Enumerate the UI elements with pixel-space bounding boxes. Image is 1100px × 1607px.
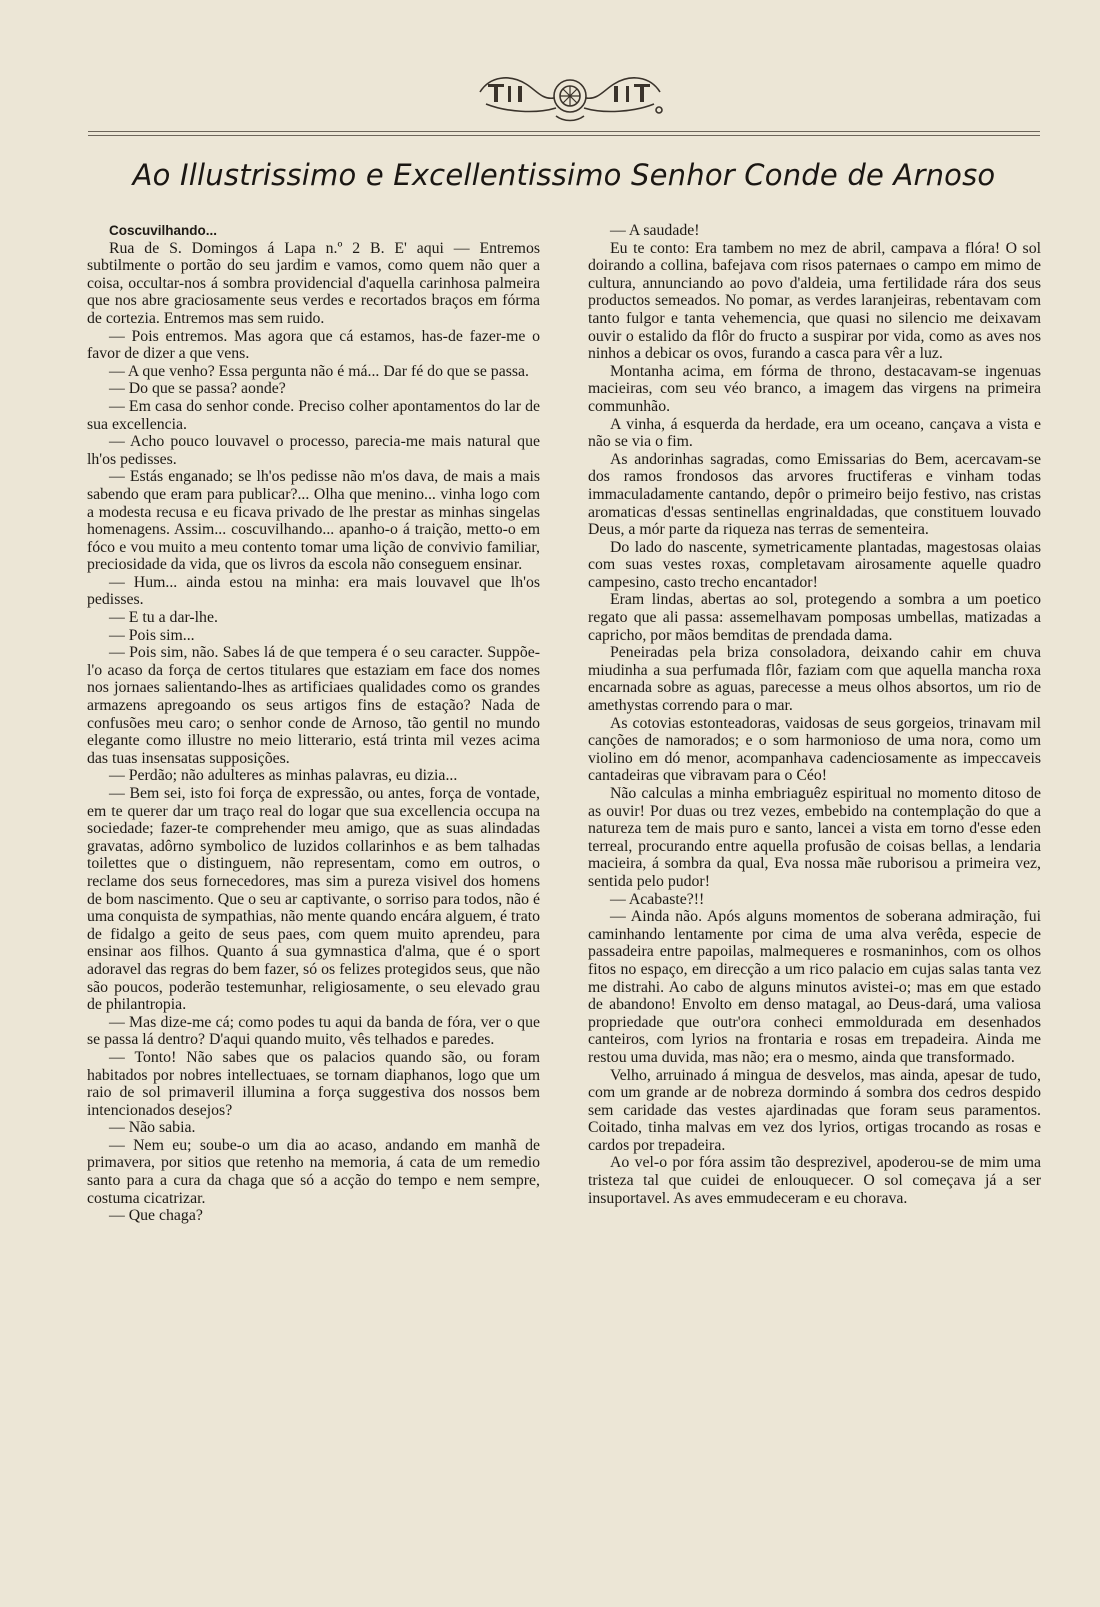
paragraph: Eram lindas, abertas ao sol, protegendo a sombra a um poetico regato que ali passa: assemelhavam pomposas umbellas, matizadas a capricho, por mãos bemditas de prendada dama. xyxy=(588,591,1041,644)
header-rule-top xyxy=(88,131,1040,132)
paragraph: Peneiradas pela briza consoladora, deixando cahir em chuva miudinha a sua perfumada flôr, faziam com que aquella mancha roxa encarnada sobre as aguas, parecesse a meus olhos absortos, um rio de amethystas correndo para o mar. xyxy=(588,644,1041,715)
paragraph: Não calculas a minha embriaguêz espiritual no momento ditoso de as ouvir! Por duas ou trez vezes, embebido na contemplação do que a natureza tem de mais puro e santo, lancei a vista em torno d'esse eden terreal, procurando entre aquella profusão de coisas bellas, a lendaria macieira, á sombra da qual, Eva nossa mãe ruborisou a primeira vez, sentida pelo pudor! xyxy=(588,785,1041,890)
paragraph: Rua de S. Domingos á Lapa n.º 2 B. E' aqui — Entremos subtilmente o portão do seu jardim e vamos, como quem não quer a coisa, occultar-nos á sombra providencial d'aquella carinhosa palmeira que nos abre graciosamente seus verdes e recortados braços em fórma de cortezia. Entremos mas sem ruido. xyxy=(87,239,540,327)
paragraph: — Estás enganado; se lh'os pedisse não m'os dava, de mais a mais sabendo que eram para publicar?... Olha que menino... vinha logo com a modesta recusa e eu ficava privado de lhe prestar as minhas singelas homenagens. Assim... coscuvilhando... apanho-o á traição, metto-o em fóco e vou muito a meu contento tomar uma lição de convivio familiar, preciosidade da vida, que os livros da escola não conseguem ensinar. xyxy=(87,468,540,574)
paragraph: — Pois entremos. Mas agora que cá estamos, has-de fazer-me o favor de dizer a que vens. xyxy=(87,327,540,363)
paragraph: Eu te conto: Era tambem no mez de abril, campava a flóra! O sol doirando a collina, bafejava com risos paternaes o campo em mimo de cultura, annunciando ao povo d'aldeia, uma fertilidade rára dos seus productos semeados. No pomar, as verdes laranjeiras, rebentavam com tanto fulgor e tanta vehemencia, que quasi no silencio me deixavam ouvir o estalido da flôr do fructo a suspirar por vida, como as aves nos ninhos a debicar os ovos, furando a casca para vêr a luz. xyxy=(588,239,1041,363)
header-rule-bottom xyxy=(88,135,1040,136)
paragraph: — Que chaga? xyxy=(109,1207,203,1225)
paragraph: — Perdão; não adulteres as minhas palavras, eu dizia... xyxy=(109,767,458,785)
paragraph: — Do que se passa? aonde? xyxy=(109,380,286,398)
paragraph: — A que venho? Essa pergunta não é má... Dar fé do que se passa. xyxy=(109,362,529,380)
section-heading: Coscuvilhando... xyxy=(109,223,218,238)
left-text-column xyxy=(87,222,540,1225)
paragraph: — Acabaste?!! xyxy=(610,890,705,908)
paragraph: Velho, arruinado á mingua de desvelos, mas ainda, apesar de tudo, com um grande ar de nobreza dormindo á sombra dos cedros despido sem caridade das vestes ajardinadas que foram seus paramentos. Coitado, tinha malvas em vez dos lyrios, ortigas trocando as rosas e cardos por trepadeira. xyxy=(588,1066,1041,1154)
paragraph: — Acho pouco louvavel o processo, parecia-me mais natural que lh'os pedisses. xyxy=(87,433,540,468)
paragraph: — Pois sim, não. Sabes lá de que tempera é o seu caracter. Suppõe-l'o acaso da força de certos titulares que estaziam em face dos nomes nos jornaes salientando-lhes as artificiaes qualidades como os grandes armazens apregoando os seus artigos fins de estação? Nada de confusões meu caro; o senhor conde de Arnoso, tão gentil no mundo elegante como illustre no meio litterario, está trinta mil vezes acima das tuas insensatas supposições. xyxy=(87,644,540,767)
paragraph: Do lado do nascente, symetricamente plantadas, magestosas olaias com suas vestes roxas, completavam airosamente aquelle quadro campesino, casto trecho encantador! xyxy=(588,538,1041,591)
ornamental-masthead-emblem xyxy=(476,70,664,122)
paragraph: Ao vel-o por fóra assim tão desprezivel, apoderou-se de mim uma tristeza tal que cuidei de enlouquecer. O sol começava já a ser insuportavel. As aves emmudeceram e eu chorava. xyxy=(588,1154,1041,1207)
paragraph: — Mas dize-me cá; como podes tu aqui da banda de fóra, ver o que se passa lá dentro? D'aqui quando muito, vês telhados e paredes. xyxy=(87,1013,540,1049)
paragraph: — Nem eu; soube-o um dia ao acaso, andando em manhã de primavera, por sitios que retenho na memoria, á cata de um remedio santo para a cura da chaga que só a acção do tempo e nem sempre, costuma cicatrizar. xyxy=(87,1136,540,1207)
paragraph: A vinha, á esquerda da herdade, era um oceano, cançava a vista e não se via o fim. xyxy=(588,415,1041,451)
article-headline: Ao Illustrissimo e Excellentissimo Senhor Conde de Arnoso xyxy=(132,158,996,192)
paragraph: Montanha acima, em fórma de throno, destacavam-se ingenuas macieiras, com seu véo branco, a imagem das virgens na primeira communhão. xyxy=(588,362,1041,415)
right-text-column xyxy=(588,222,1041,1207)
paragraph: — Bem sei, isto foi força de expressão, ou antes, força de vontade, em te querer dar um traço real do logar que sua excellencia occupa na sociedade; fazer-te comprehender meu amigo, que as suas alindadas gravatas, adôrno symbolico de luzidos collarinhos e as bem talhadas toilettes que o distinguem, não representam, como em outros, o reclame dos seus fornecedores, mas sim a pureza visivel dos homens de bom nascimento. Que o seu ar captivante, o sorriso para todos, não é uma conquista de sympathias, não mente quando encára alguem, é trato de fidalgo a geito de seus paes, com quem muito aprendeu, para ensinar aos filhos. Quanto á sua gymnastica d'alma, que é o sport adoravel das regras do bem fazer, só os felizes protegidos seus, que não são poucos, poderão testemunhar, religiosamente, o seu elevado grau de philantropia. xyxy=(87,785,540,1014)
paragraph: — Ainda não. Após alguns momentos de soberana admiração, fui caminhando lentamente por cima de uma alva verêda, especie de passadeira entre papoilas, malmequeres e rosmaninhos, com os olhos fitos no espaço, em direcção a um rico palacio em cujas salas tanta vez me distrahi. Ao cabo de alguns minutos avistei-o; mas em que estado de abandono! Envolto em denso matagal, ao Deus-dará, uma valiosa propriedade que outr'ora conheci emmoldurada em desenhados canteiros, com lyrios na frontaria e rosas em trepadeira. Ainda me restou uma duvida, mas não; era o mesmo, ainda que transformado. xyxy=(588,908,1041,1066)
paragraph: — A saudade! xyxy=(610,222,700,239)
paragraph: As andorinhas sagradas, como Emissarias do Bem, acercavam-se dos ramos frondosos das arvores fructiferas e vinham todas immaculadamente cantando, depôr o primeiro beijo festivo, nas cristas aromaticas d'essas sentinellas engrinaldadas, que constituem louvado Deus, a mór parte da riqueza nas terras de sementeira. xyxy=(588,450,1041,539)
paragraph: — Não sabia. xyxy=(109,1119,196,1137)
paragraph: — Pois sim... xyxy=(109,626,195,644)
paragraph: As cotovias estonteadoras, vaidosas de seus gorgeios, trinavam mil canções de namorados; e o som harmonioso de uma nora, como um violino em dó menor, acompanhava cadenciosamente as impeccaveis cantadeiras que vibravam para o Céo! xyxy=(588,714,1041,785)
paragraph: — Hum... ainda estou na minha: era mais louvavel que lh'os pedisses. xyxy=(87,573,540,609)
paragraph: — Em casa do senhor conde. Preciso colher apontamentos do lar de sua excellencia. xyxy=(87,397,540,433)
paragraph: — Tonto! Não sabes que os palacios quando são, ou foram habitados por nobres intellectuaes, se tornam diaphanos, logo que um raio de sol primaveril illumina a força suggestiva dos nossos bem intencionados desejos? xyxy=(87,1048,540,1119)
paragraph: — E tu a dar-lhe. xyxy=(109,609,218,627)
